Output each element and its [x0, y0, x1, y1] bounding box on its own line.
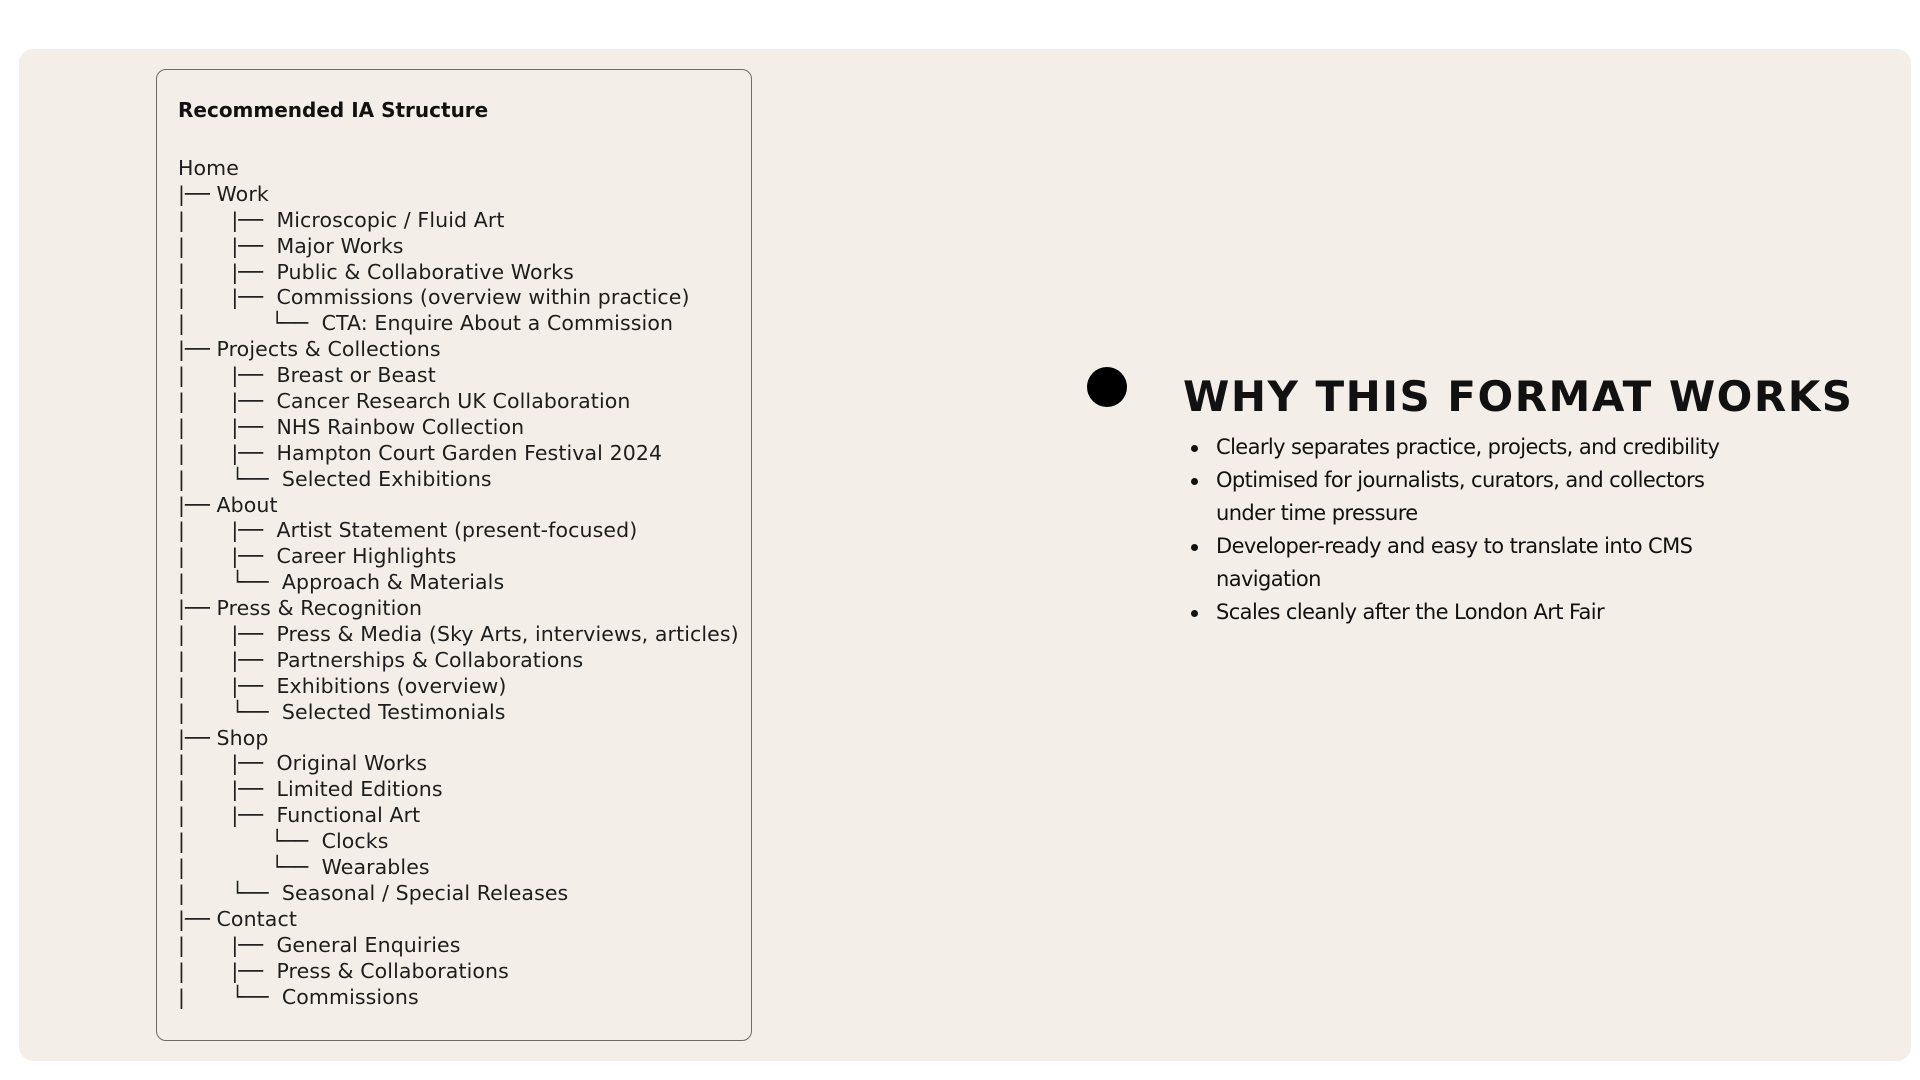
- ia-tree-line: | └── Approach & Materials: [178, 570, 505, 595]
- ia-tree-line: | └── CTA: Enquire About a Commission: [178, 311, 674, 336]
- ia-tree-line: | |── Breast or Beast: [178, 363, 436, 388]
- why-format-point: Developer-ready and easy to translate into CMS navigation: [1189, 530, 1749, 596]
- ia-tree-line: | |── Press & Collaborations: [178, 958, 509, 983]
- ia-structure-title: Recommended IA Structure: [178, 98, 489, 122]
- ia-tree-line: | |── Public & Collaborative Works: [178, 259, 574, 284]
- ia-tree-line: | └── Commissions: [178, 984, 419, 1009]
- ia-tree-line: | |── Artist Statement (present-focused): [178, 518, 638, 543]
- ia-tree-line: | |── Press & Media (Sky Arts, interviews, articles): [178, 622, 739, 647]
- ia-tree-line: | |── Exhibitions (overview): [178, 673, 507, 698]
- why-format-title: WHY THIS FORMAT WORKS: [1183, 372, 1854, 421]
- ia-tree-line: | └── Selected Testimonials: [178, 699, 506, 724]
- ia-tree-line: |── Contact: [178, 906, 297, 931]
- ia-tree-line: | |── General Enquiries: [178, 932, 461, 957]
- ia-tree-line: | |── Partnerships & Collaborations: [178, 647, 584, 672]
- ia-tree-line: |── Shop: [178, 725, 269, 750]
- why-format-point: Clearly separates practice, projects, and credibility: [1189, 431, 1749, 464]
- ia-tree-line: | |── Original Works: [178, 751, 428, 776]
- why-format-list: [1189, 431, 1749, 629]
- ia-tree-line: | |── Hampton Court Garden Festival 2024: [178, 440, 663, 465]
- ia-tree: [178, 156, 739, 1010]
- ia-tree-line: |── Work: [178, 181, 269, 206]
- slide-panel: [19, 49, 1911, 1061]
- ia-tree-line: |── Press & Recognition: [178, 596, 423, 621]
- why-format-point: Scales cleanly after the London Art Fair: [1189, 596, 1749, 629]
- why-format-point: Optimised for journalists, curators, and collectors under time pressure: [1189, 464, 1749, 530]
- ia-tree-line: |── Projects & Collections: [178, 337, 441, 362]
- ia-tree-line: Home: [178, 156, 239, 180]
- ia-tree-line: | |── Cancer Research UK Collaboration: [178, 389, 631, 414]
- ia-tree-line: |── About: [178, 492, 278, 517]
- ia-tree-line: | |── NHS Rainbow Collection: [178, 414, 525, 439]
- section-bullet-dot: [1087, 367, 1127, 407]
- ia-tree-line: | └── Seasonal / Special Releases: [178, 880, 569, 905]
- ia-structure-box: [156, 69, 752, 1041]
- ia-tree-line: | |── Commissions (overview within practice): [178, 285, 690, 310]
- ia-tree-line: | └── Wearables: [178, 855, 430, 880]
- ia-tree-line: | |── Career Highlights: [178, 544, 457, 569]
- ia-tree-line: | |── Microscopic / Fluid Art: [178, 207, 505, 232]
- ia-tree-line: | |── Functional Art: [178, 803, 421, 828]
- ia-tree-line: | └── Selected Exhibitions: [178, 466, 492, 491]
- ia-tree-line: | └── Clocks: [178, 829, 389, 854]
- ia-tree-line: | |── Limited Editions: [178, 777, 443, 802]
- ia-tree-line: | |── Major Works: [178, 233, 404, 258]
